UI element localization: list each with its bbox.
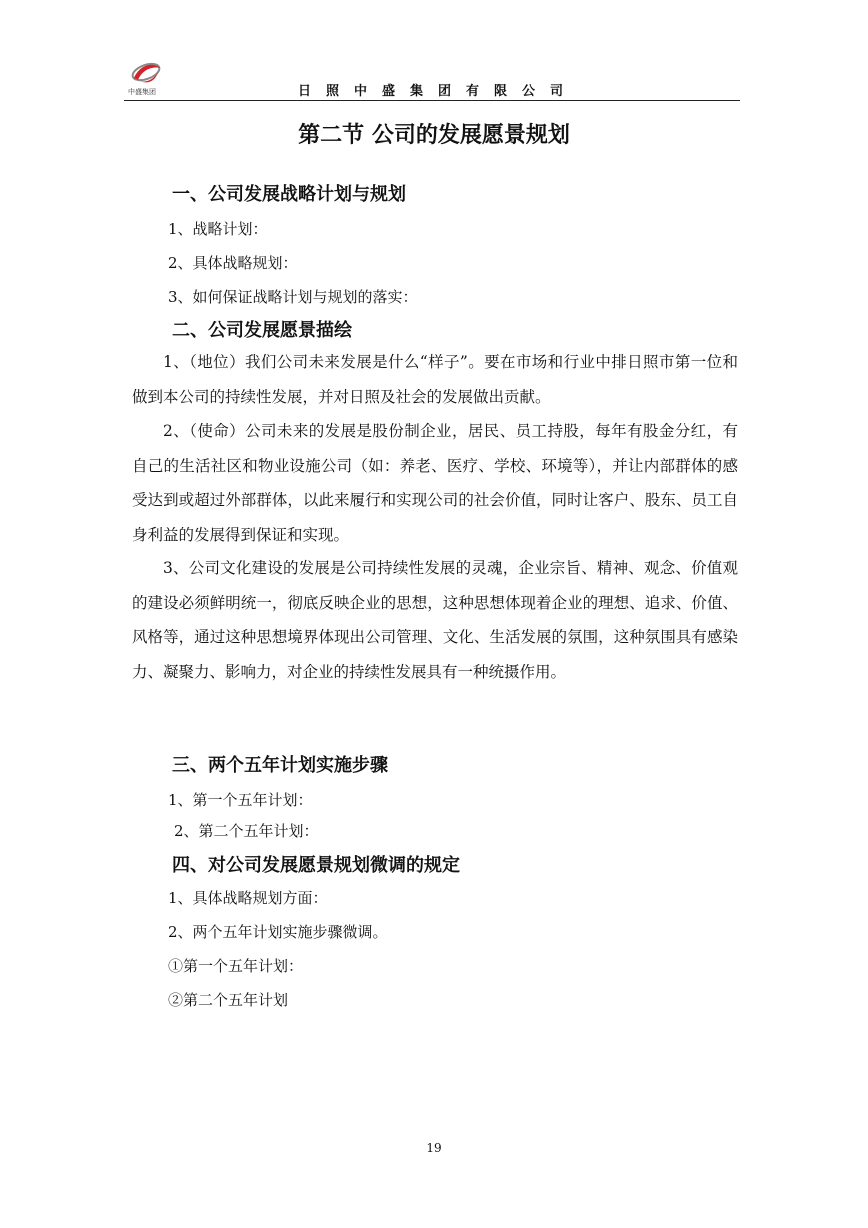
list-item: 1、战略计划： (168, 220, 268, 238)
heading-part-1: 一、公司发展战略计划与规划 (172, 184, 406, 205)
company-name: 日照中盛集团有限公司 (298, 84, 579, 99)
page-number: 19 (426, 1141, 442, 1155)
list-item: 1、具体战略规划方面： (168, 889, 328, 907)
paragraph: 1、（地位）我们公司未来发展是什么“样子”。要在市场和行业中排日照市第一位和做到本公司的持续性发展，并对日照及社会的发展做出贡献。 (132, 353, 738, 406)
heading-part-3: 三、两个五年计划实施步骤 (172, 755, 388, 776)
heading-part-2: 二、公司发展愿景描绘 (172, 320, 352, 341)
list-item: 1、第一个五年计划： (168, 791, 313, 809)
header-divider (124, 100, 740, 101)
list-item: 2、具体战略规划： (168, 254, 298, 272)
list-item: 2、第二个五年计划： (174, 822, 319, 840)
paragraph: 3、公司文化建设的发展是公司持续性发展的灵魂，企业宗旨、精神、观念、价值观的建设必须鲜明统一，彻底反映企业的思想，这种思想体现着企业的理想、追求、价值、风格等，通过这种思想境界体现出公司管理、文化、生活发展的氛围，这种氛围具有感染力、凝聚力、影响力，对企业的持续性发展具有一种统摄作用。 (132, 559, 738, 681)
heading-part-4: 四、对公司发展愿景规划微调的规定 (172, 855, 460, 876)
list-item: ①第一个五年计划： (168, 957, 304, 975)
section-title: 第二节 公司的发展愿景规划 (298, 123, 570, 148)
list-item: 2、两个五年计划实施步骤微调。 (168, 923, 388, 941)
page-header (124, 58, 740, 100)
list-item: ②第二个五年计划 (168, 991, 289, 1009)
list-item: 3、如何保证战略计划与规划的落实： (168, 288, 418, 306)
logo-caption: 中盛集团 (128, 88, 156, 96)
paragraph: 2、（使命）公司未来的发展是股份制企业，居民、员工持股，每年有股金分红，有自己的生活社区和物业设施公司（如：养老、医疗、学校、环境等），并让内部群体的感受达到或超过外部群体，以此来履行和实现公司的社会价值，同时让客户、股东、员工自身利益的发展得到保证和实现。 (132, 422, 738, 544)
